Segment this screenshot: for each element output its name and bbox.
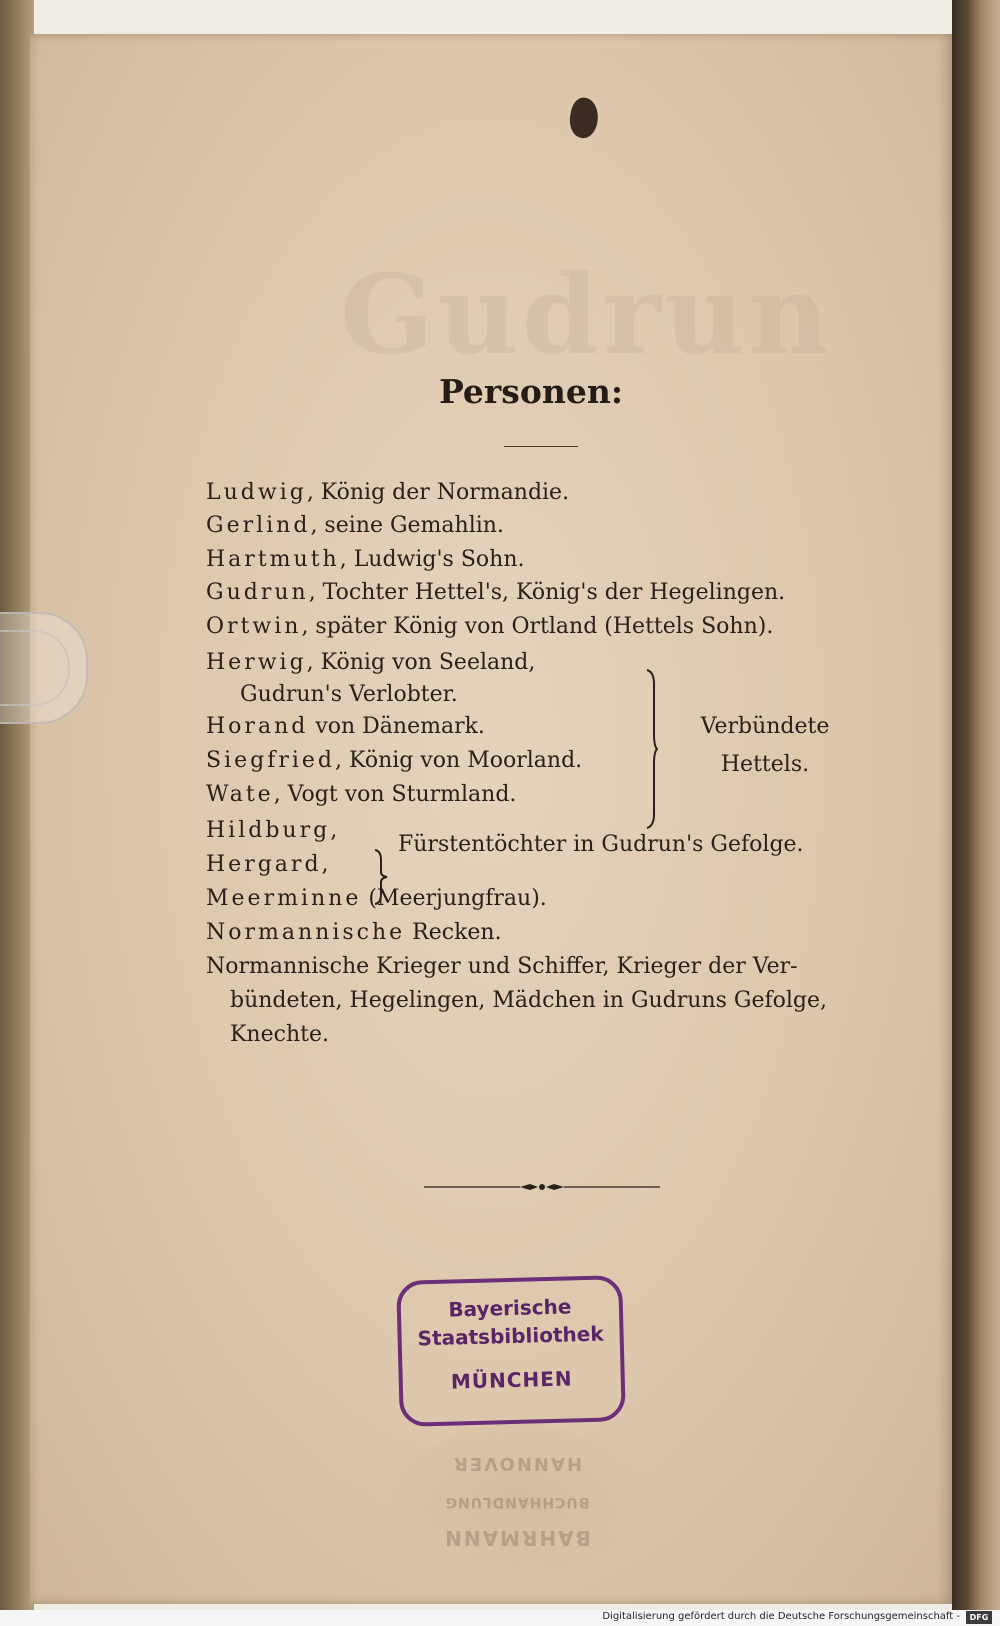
seller-stamp-line: HANNOVER <box>451 1453 583 1474</box>
allies-label-line-2: Hettels. <box>720 752 810 777</box>
character-line <box>206 478 569 508</box>
character-desc: , König von Moorland. <box>335 748 583 773</box>
library-stamp <box>396 1275 626 1427</box>
allies-brace <box>646 668 658 830</box>
book-binding <box>0 0 34 1610</box>
character-desc: , seine Gemahlin. <box>310 513 504 538</box>
character-name: Hildburg <box>206 818 331 843</box>
character-line <box>206 612 773 642</box>
stamp-line: MÜNCHEN <box>450 1366 573 1394</box>
character-desc: Recken. <box>405 920 502 945</box>
book-edge <box>952 0 1000 1610</box>
stamp-line: Bayerische <box>448 1294 572 1322</box>
character-name: Ludwig <box>206 480 307 505</box>
character-name: Meerminne <box>206 886 362 911</box>
character-desc: , später König von Ortland (Hettels Sohn). <box>301 614 774 639</box>
character-desc: , Tochter Hettel's, König's der Hegelingen. <box>308 580 786 605</box>
allies-label <box>690 708 840 784</box>
character-line <box>206 648 535 678</box>
character-line <box>206 918 502 948</box>
stamp-line: Staatsbibliothek <box>417 1321 604 1351</box>
character-name: Gerlind <box>206 513 311 538</box>
dfg-logo: DFG <box>966 1611 992 1624</box>
page-title: Personen: <box>438 372 624 411</box>
character-line <box>206 850 329 880</box>
character-name: Ortwin <box>206 614 302 639</box>
character-name: Siegfried <box>206 748 336 773</box>
paper-clip-inner <box>0 630 70 706</box>
character-name: Hergard <box>206 852 322 877</box>
character-line <box>206 578 785 608</box>
character-name: Horand <box>206 714 309 739</box>
character-line <box>206 780 516 810</box>
seller-stamp-line: BUCHHANDLUNG <box>444 1494 590 1510</box>
footer-credit: Digitalisierung gefördert durch die Deutsche Forschungsgemeinschaft - <box>602 1611 960 1622</box>
ladies-label: Fürstentöchter in Gudrun's Gefolge. <box>398 832 804 857</box>
character-desc: , König der Normandie. <box>306 480 570 505</box>
character-name: Gudrun <box>206 580 309 605</box>
character-desc: , <box>321 852 329 877</box>
extras-line: Knechte. <box>230 1022 329 1047</box>
character-line <box>206 545 524 575</box>
character-name: Wate <box>206 782 274 807</box>
allies-label-line-1: Verbündete <box>700 714 830 739</box>
ornament-divider <box>424 1180 660 1194</box>
extras-line: Normannische Krieger und Schiffer, Krieger der Ver- <box>206 954 798 979</box>
character-line <box>240 680 458 710</box>
character-desc: , Ludwig's Sohn. <box>339 547 525 572</box>
character-line <box>206 511 504 541</box>
title-rule <box>504 446 578 447</box>
character-name: Herwig <box>206 650 307 675</box>
character-line <box>206 884 547 914</box>
character-desc: , König von Seeland, <box>306 650 536 675</box>
bookseller-stamp <box>394 1424 640 1574</box>
character-name: Hartmuth <box>206 547 340 572</box>
character-desc: (Meerjungfrau). <box>361 886 547 911</box>
character-name: Normannische <box>206 920 406 945</box>
character-desc: Gudrun's Verlobter. <box>240 682 458 707</box>
character-desc: , Vogt von Sturmland. <box>273 782 517 807</box>
character-desc: , <box>330 818 338 843</box>
character-line <box>206 816 337 846</box>
character-line <box>206 746 582 776</box>
character-desc: von Dänemark. <box>308 714 485 739</box>
extras-line: bündeten, Hegelingen, Mädchen in Gudruns Gefolge, <box>230 988 828 1013</box>
seller-stamp-line: BAHRMANN <box>443 1526 591 1550</box>
character-line <box>206 712 485 742</box>
show-through: Gudrun <box>340 250 833 379</box>
